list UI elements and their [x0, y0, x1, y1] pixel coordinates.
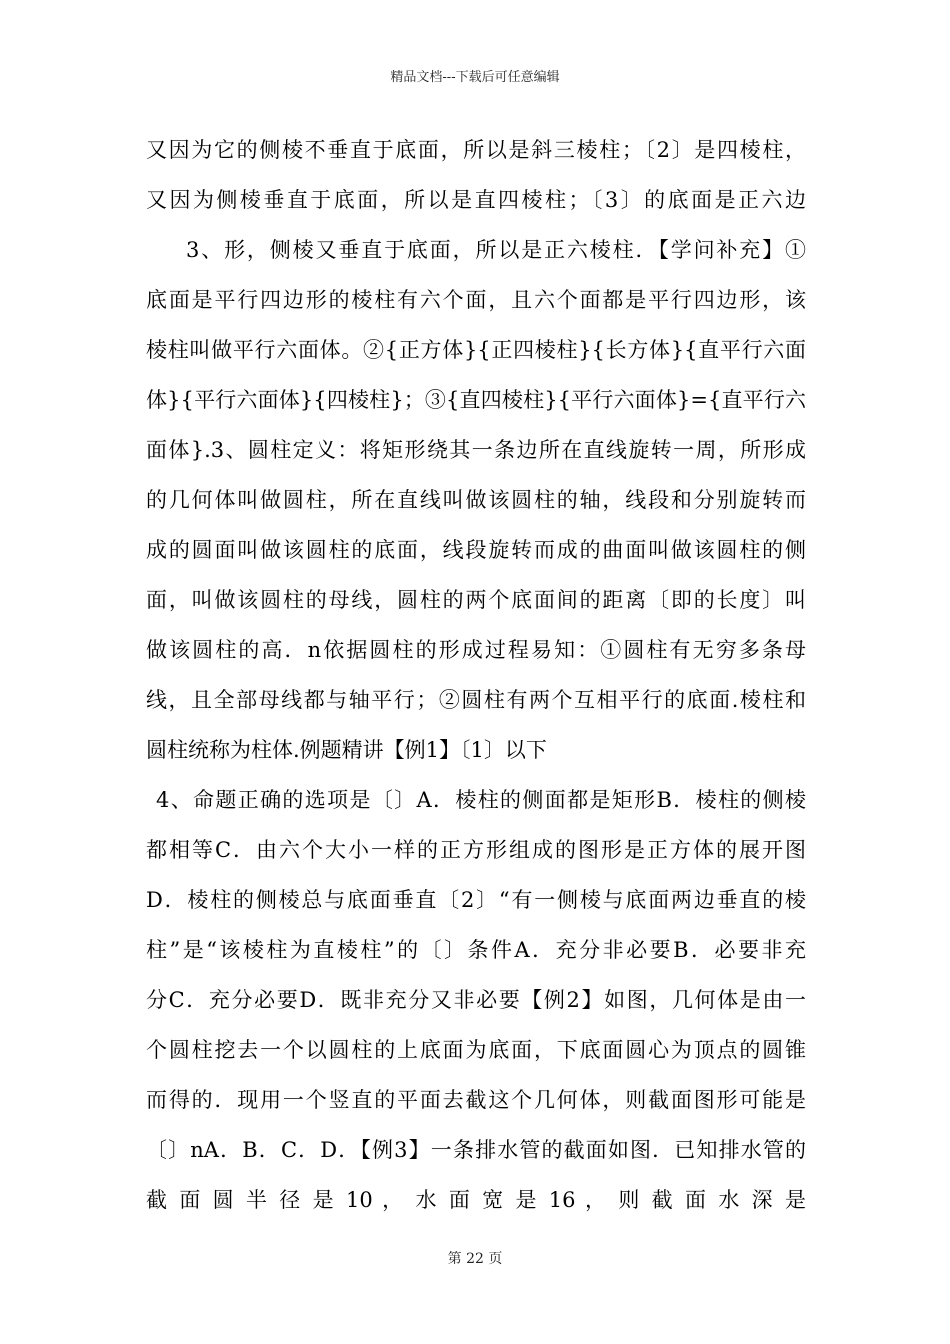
body-line: 线，且全部母线都与轴平行；②圆柱有两个互相平行的底面.棱柱和 [146, 688, 806, 712]
body-line: 棱柱叫做平行六面体。②{正方体}{正四棱柱}{长方体}{直平行六面 [146, 338, 806, 362]
body-line: 的几何体叫做圆柱，所在直线叫做该圆柱的轴，线段和分别旋转而 [146, 488, 806, 512]
body-line: 柱”是“该棱柱为直棱柱”的〔〕条件A．充分非必要B．必要非充 [146, 938, 806, 962]
body-line: 体}{平行六面体}{四棱柱}；③{直四棱柱}{平行六面体}={直平行六 [146, 388, 806, 412]
body-line: 做该圆柱的高．n依据圆柱的形成过程易知：①圆柱有无穷多条母 [146, 638, 806, 662]
body-line: 成的圆面叫做该圆柱的底面，线段旋转而成的曲面叫做该圆柱的侧 [146, 538, 806, 562]
body-line: 面，叫做该圆柱的母线，圆柱的两个底面间的距离〔即的长度〕叫 [146, 588, 806, 612]
body-line: 又因为它的侧棱不垂直于底面，所以是斜三棱柱；〔2〕是四棱柱， [146, 138, 806, 162]
body-line: 4、命题正确的选项是〔〕A．棱柱的侧面都是矩形B．棱柱的侧棱 [156, 788, 806, 812]
body-line: 而得的．现用一个竖直的平面去截这个几何体，则截面图形可能是 [146, 1088, 806, 1112]
body-line: 圆柱统称为柱体.例题精讲【例1】〔1〕以下 [146, 738, 547, 762]
body-line: 分C．充分必要D．既非充分又非必要【例2】如图，几何体是由一 [146, 988, 806, 1012]
body-line: 又因为侧棱垂直于底面，所以是直四棱柱；〔3〕的底面是正六边 [146, 188, 806, 212]
page-header: 精品文档---下载后可任意编辑 [390, 70, 560, 85]
body-line: 3、形，侧棱又垂直于底面，所以是正六棱柱．【学问补充】① [186, 238, 806, 262]
body-line: 个圆柱挖去一个以圆柱的上底面为底面，下底面圆心为顶点的圆锥 [146, 1038, 806, 1062]
body-line: 截 面 圆 半 径 是 10 ， 水 面 宽 是 16 ， 则 截 面 水 深 是 [146, 1188, 806, 1212]
body-line: 面体}.3、圆柱定义：将矩形绕其一条边所在直线旋转一周，所形成 [146, 438, 806, 462]
page-number: 第 22 页 [447, 1251, 503, 1267]
body-line: D．棱柱的侧棱总与底面垂直〔2〕“有一侧棱与底面两边垂直的棱 [146, 888, 806, 912]
body-line: 底面是平行四边形的棱柱有六个面，且六个面都是平行四边形，该 [146, 288, 806, 312]
body-line: 〔〕nA．B．C．D．【例3】一条排水管的截面如图．已知排水管的 [146, 1138, 806, 1162]
body-line: 都相等C．由六个大小一样的正方形组成的图形是正方体的展开图 [146, 838, 806, 862]
